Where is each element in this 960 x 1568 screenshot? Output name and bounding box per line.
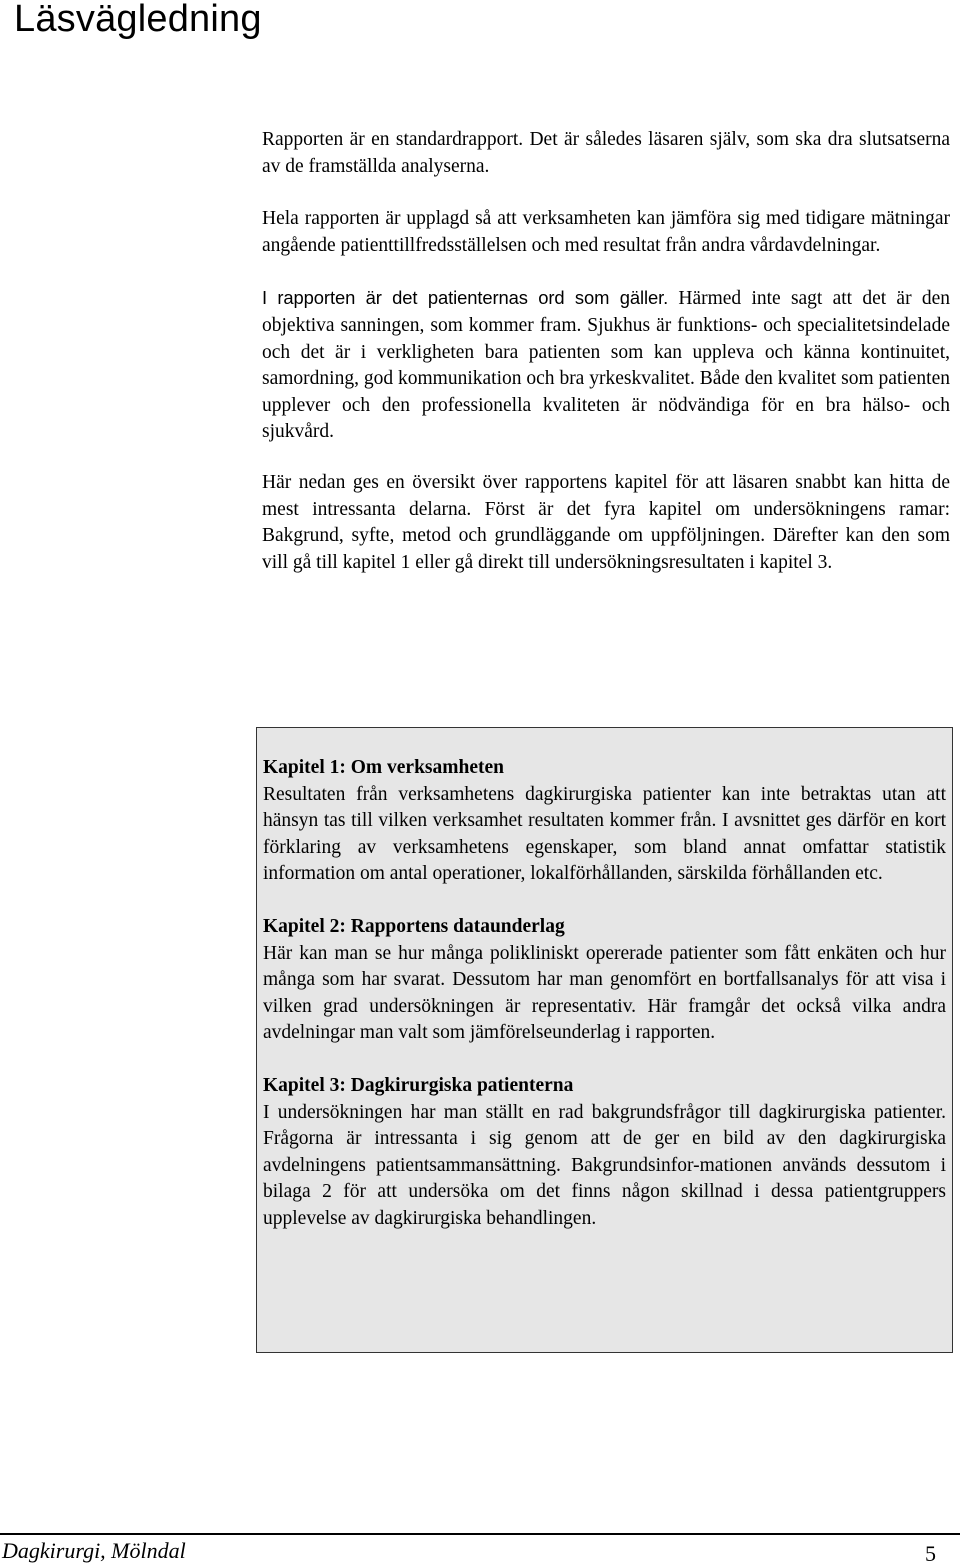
chapter-1 (263, 755, 946, 888)
chapter-1-title: Kapitel 1: Om verksamheten (263, 757, 505, 778)
intro-paragraph-3-rest: Härmed inte sagt att det är den objektiva sanningen, som kommer fram. Sjukhus är funktions- och specialitetsindelade och det är i verkligheten bara patienten som kan uppleva och känna kontinuitet, samordning, god kommunikation och bra yrkeskvalitet. Både den kvalitet som patienten upplever och den professionella kvaliteten är nödvändiga för en bra hälso- och sjukvård. (262, 288, 950, 443)
intro-paragraph-3-lead: I rapporten är det patienternas ord som gäller. (262, 287, 669, 309)
footer-title: Dagkirurgi, Mölndal (2, 1538, 186, 1563)
intro-paragraph-2: Hela rapporten är upplagd så att verksamheten kan jämföra sig med tidigare mätningar angående patienttillfredsställelsen och med resultat från andra vårdavdelningar. (262, 208, 950, 256)
intro-text (262, 127, 950, 576)
chapter-2 (263, 914, 946, 1047)
chapter-2-title: Kapitel 2: Rapportens dataunderlag (263, 915, 565, 937)
intro-paragraph-1: Rapporten är en standardrapport. Det är således läsaren själv, som ska dra slutsatserna av de framställda analyserna. (262, 129, 950, 177)
chapter-2-body: Här kan man se hur många polikliniskt opererade patienter som fått enkäten och hur många som har svarat. Dessutom har man genomfört en bortfallsanalys för att visa i vilken grad undersökningen är representativ. Här framgår det också vilka andra avdelningar man valt som jämförelseunderlag i rapporten. (263, 942, 946, 1044)
footer-divider (0, 1533, 960, 1535)
intro-paragraph-4: Här nedan ges en översikt över rapportens kapitel för att läsaren snabbt kan hitta de mest intressanta delarna. Först är det fyra kapitel om undersökningens ramar: Bakgrund, syfte, metod och grundläggande om uppföljningen. Därefter kan den som vill gå till kapitel 1 eller gå direkt till undersökningsresultaten i kapitel 3. (262, 471, 950, 573)
chapter-3-body: I undersökningen har man ställt en rad bakgrundsfrågor till dagkirurgiska patienter. Frågorna är intressanta i sig genom att de ger en bild av den dagkirurgiska avdelningens patientsammansättning. Bakgrundsinfor-mationen används dessutom i bilaga 2 för att undersöka om det finns någon skillnad i dessa patientgruppers upplevelse av dagkirurgiska behandlingen. (263, 1101, 946, 1229)
intro-paragraph-3 (262, 285, 950, 446)
chapter-1-body: Resultaten från verksamhetens dagkirurgiska patienter kan inte betraktas utan att hänsyn tas till vilken verksamhet resultaten kommer från. I avsnittet ges därför en kort förklaring av verksamhetens egenskaper, som bland annat omfattar statistik information om antal operationer, lokalförhållanden, särskilda förhållanden etc. (263, 783, 946, 885)
page-heading: Läsvägledning (14, 0, 262, 40)
chapter-overview-box (256, 727, 953, 1353)
chapter-3 (263, 1073, 946, 1233)
chapter-3-title: Kapitel 3: Dagkirurgiska patienterna (263, 1074, 574, 1096)
page-number: 5 (925, 1541, 936, 1566)
